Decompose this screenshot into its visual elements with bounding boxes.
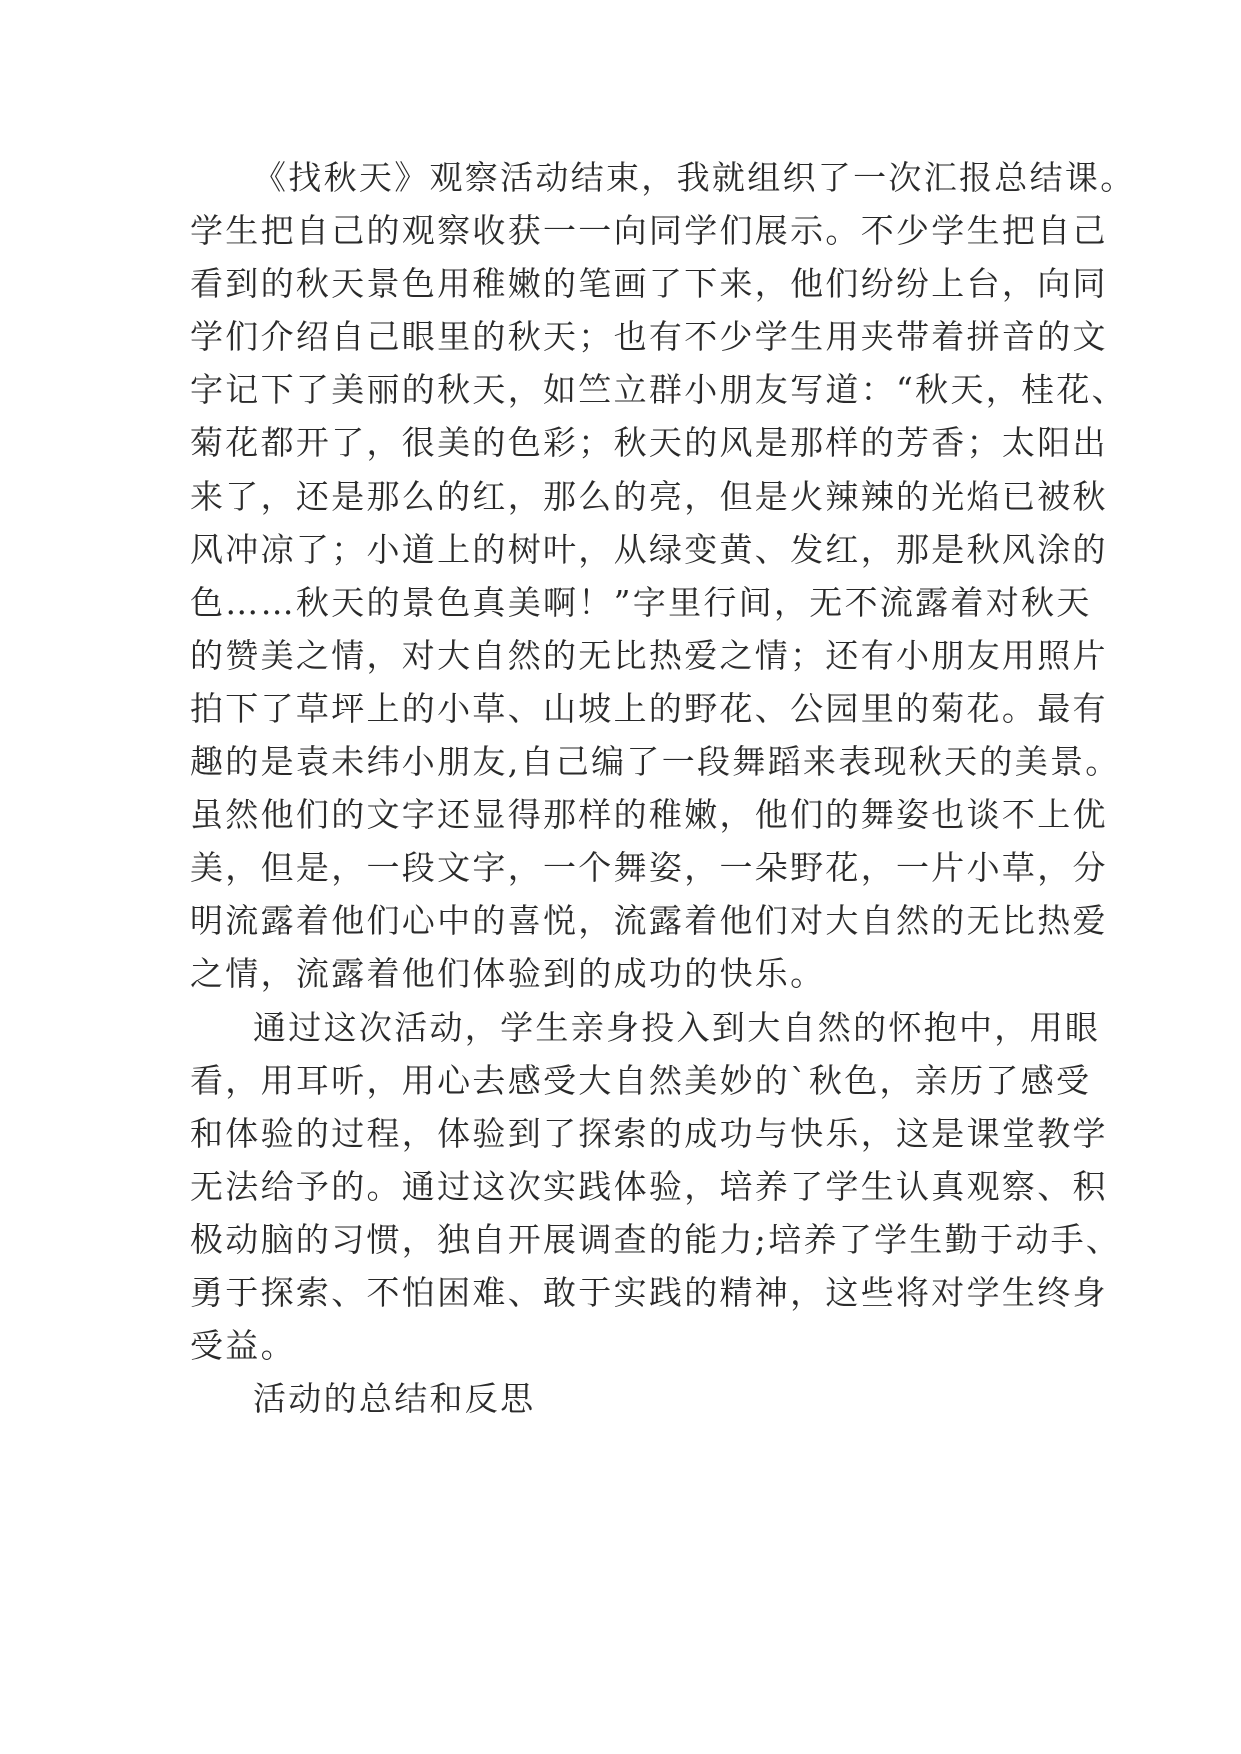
- text-line: 风冲凉了；小道上的树叶，从绿变黄、发红，那是秋风涂的: [190, 529, 1108, 569]
- text-line: 通过这次活动，学生亲身投入到大自然的怀抱中，用眼: [253, 1007, 1101, 1047]
- paragraph-1: [190, 151, 1136, 1001]
- text-line: 虽然他们的文字还显得那样的稚嫩，他们的舞姿也谈不上优: [190, 795, 1108, 835]
- paragraph-3-heading: [190, 1372, 1060, 1425]
- text-line: 看，用耳听，用心去感受大自然美妙的`秋色，亲历了感受: [190, 1060, 1092, 1100]
- text-line: 极动脑的习惯，独自开展调查的能力;培养了学生勤于动手、: [190, 1219, 1122, 1259]
- text-line: 字记下了美丽的秋天，如竺立群小朋友写道：“秋天，桂花、: [190, 370, 1127, 410]
- text-line: 学们介绍自己眼里的秋天；也有不少学生用夹带着拼音的文: [190, 317, 1108, 357]
- text-line: 趣的是袁未纬小朋友,自己编了一段舞蹈来表现秋天的美景。: [190, 742, 1121, 782]
- text-line: 美，但是，一段文字，一个舞姿，一朵野花，一片小草，分: [190, 848, 1108, 888]
- document-body: [190, 151, 1136, 1425]
- section-heading: 活动的总结和反思: [253, 1379, 536, 1419]
- text-line: 无法给予的。通过这次实践体验，培养了学生认真观察、积: [190, 1166, 1108, 1206]
- text-line: 学生把自己的观察收获一一向同学们展示。不少学生把自己: [190, 211, 1108, 251]
- text-line: 之情，流露着他们体验到的成功的快乐。: [190, 954, 826, 994]
- text-line: 看到的秋天景色用稚嫩的笔画了下来，他们纷纷上台，向同: [190, 264, 1108, 304]
- text-line: 来了，还是那么的红，那么的亮，但是火辣辣的光焰已被秋: [190, 476, 1108, 516]
- paragraph-2: [190, 1001, 1122, 1373]
- text-line: 和体验的过程，体验到了探索的成功与快乐，这是课堂教学: [190, 1113, 1108, 1153]
- text-line: 菊花都开了，很美的色彩；秋天的风是那样的芳香；太阳出: [190, 423, 1108, 463]
- text-line: 受益。: [190, 1326, 296, 1366]
- text-line: 拍下了草坪上的小草、山坡上的野花、公园里的菊花。最有: [190, 688, 1108, 728]
- text-line: 色……秋天的景色真美啊！”字里行间，无不流露着对秋天: [190, 582, 1092, 622]
- text-line: 明流露着他们心中的喜悦，流露着他们对大自然的无比热爱: [190, 901, 1108, 941]
- text-line: 勇于探索、不怕困难、敢于实践的精神，这些将对学生终身: [190, 1272, 1108, 1312]
- text-line: 的赞美之情，对大自然的无比热爱之情；还有小朋友用照片: [190, 635, 1108, 675]
- text-line: 《找秋天》观察活动结束，我就组织了一次汇报总结课。: [253, 158, 1136, 197]
